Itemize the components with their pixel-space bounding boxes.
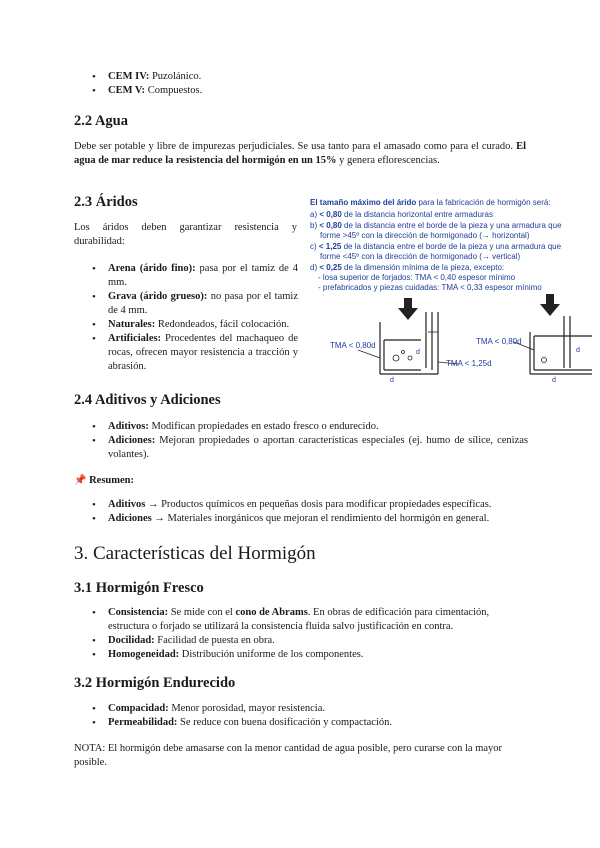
section-heading-aridos: 2.3 Áridos: [74, 194, 138, 210]
list-item: • Consistencia: Se mide con el cono de Abrams. En obras de edificación para cimentación, estructura o forjado se utilizará la consistencia fluida salvo justificación en contra.: [74, 606, 530, 634]
aridos-intro: Los áridos deben garantizar resistencia y durabilidad:: [74, 222, 297, 247]
list-item: • Aditivos: Modifican propiedades en estado fresco o endurecido.: [74, 420, 528, 434]
figure-line: - losa superior de forjados: TMA < 0,40 espesor mínimo: [318, 273, 516, 282]
list-item: • Arena (árido fino): pasa por el tamiz de 4 mm.: [74, 262, 298, 290]
figure-line: a) < 0,80 de la distancia horizontal entre armaduras: [310, 210, 494, 219]
list-item: • Adiciones → Materiales inorgánicos que mejoran el rendimiento del hormigón en general.: [74, 512, 534, 526]
list-item: • Compacidad: Menor porosidad, mayor resistencia.: [74, 702, 530, 716]
aggregate-size-figure: [308, 196, 592, 382]
figure-line: c) < 1,25 de la distancia entre el borde de la pieza y una armadura que: [310, 242, 562, 251]
list-item: • Homogeneidad: Distribución uniforme de los componentes.: [74, 648, 530, 662]
list-item: • Permeabilidad: Se reduce con buena dosificación y compactación.: [74, 716, 530, 730]
figure-line: b) < 0,80 de la distancia entre el borde de la pieza y una armadura que: [310, 221, 562, 230]
cement-list: [74, 70, 534, 98]
chapter-heading: 3. Características del Hormigón: [74, 543, 316, 564]
section-heading-fresco: 3.1 Hormigón Fresco: [74, 580, 204, 596]
resumen-list: [74, 498, 534, 526]
pour-arrow-left: [398, 298, 418, 320]
figure-line: - prefabricados y piezas cuidadas: TMA < 0,33 espesor mínimo: [318, 283, 542, 292]
list-item: • Artificiales: Procedentes del machaqueo de rocas, ofrecen mayor resistencia a tracción y abrasión.: [74, 332, 298, 374]
dim-label: d: [390, 377, 394, 382]
left-piece: [380, 312, 438, 374]
right-piece: [530, 316, 592, 374]
section-heading-aditivos: 2.4 Aditivos y Adiciones: [74, 392, 221, 408]
endurecido-list: [74, 702, 530, 730]
list-item: • Adiciones: Mejoran propiedades o aportan características especiales (ej. humo de sílice, cenizas volantes).: [74, 434, 528, 462]
list-item: • Docilidad: Facilidad de puesta en obra.: [74, 634, 530, 648]
list-item: • CEM V: Compuestos.: [74, 84, 534, 98]
formwork-drawing: [308, 292, 592, 382]
aridos-list: [74, 262, 298, 374]
agua-paragraph: Debe ser potable y libre de impurezas perjudiciales. Se usa tanto para el amasado como para el curado. El agua de mar reduce la resistencia del hormigón en un 15% y genera eflorescencias.: [74, 141, 526, 166]
figure-line: forme >45º con la dirección de hormigonado (→ horizontal): [320, 231, 530, 240]
nota-paragraph: NOTA: El hormigón debe amasarse con la menor cantidad de agua posible, pero curarse con la mayor posible.: [74, 743, 503, 768]
figure-line: d) < 0,25 de la dimensión mínima de la pieza, excepto:: [310, 263, 505, 272]
label-tma-mid: TMA < 1,25d: [446, 359, 492, 368]
dim-label: d: [576, 347, 580, 354]
label-tma-right: TMA < 0,80d: [476, 337, 522, 346]
dim-label: d: [552, 377, 556, 382]
section-heading-agua: 2.2 Agua: [74, 113, 128, 129]
aditivos-list: [74, 420, 528, 462]
dim-label: d: [416, 349, 420, 356]
pushpin-icon: 📌: [74, 475, 87, 486]
list-item: • Aditivos → Productos químicos en pequeñas dosis para modificar propiedades específicas.: [74, 498, 534, 512]
figure-title: El tamaño máximo del árido para la fabricación de hormigón será:: [310, 198, 551, 207]
list-item: • Naturales: Redondeados, fácil colocación.: [74, 318, 298, 332]
list-item: • Grava (árido grueso): no pasa por el tamiz de 4 mm.: [74, 290, 298, 318]
list-item: • CEM IV: Puzolánico.: [74, 70, 534, 84]
figure-line: forme <45º con la dirección de hormigonado (→ vertical): [320, 252, 521, 261]
fresco-list: [74, 606, 530, 662]
label-tma-left: TMA < 0,80d: [330, 341, 376, 350]
resumen-label: 📌 Resumen:: [74, 475, 134, 486]
section-heading-endurecido: 3.2 Hormigón Endurecido: [74, 675, 236, 691]
pour-arrow-right: [540, 294, 560, 316]
